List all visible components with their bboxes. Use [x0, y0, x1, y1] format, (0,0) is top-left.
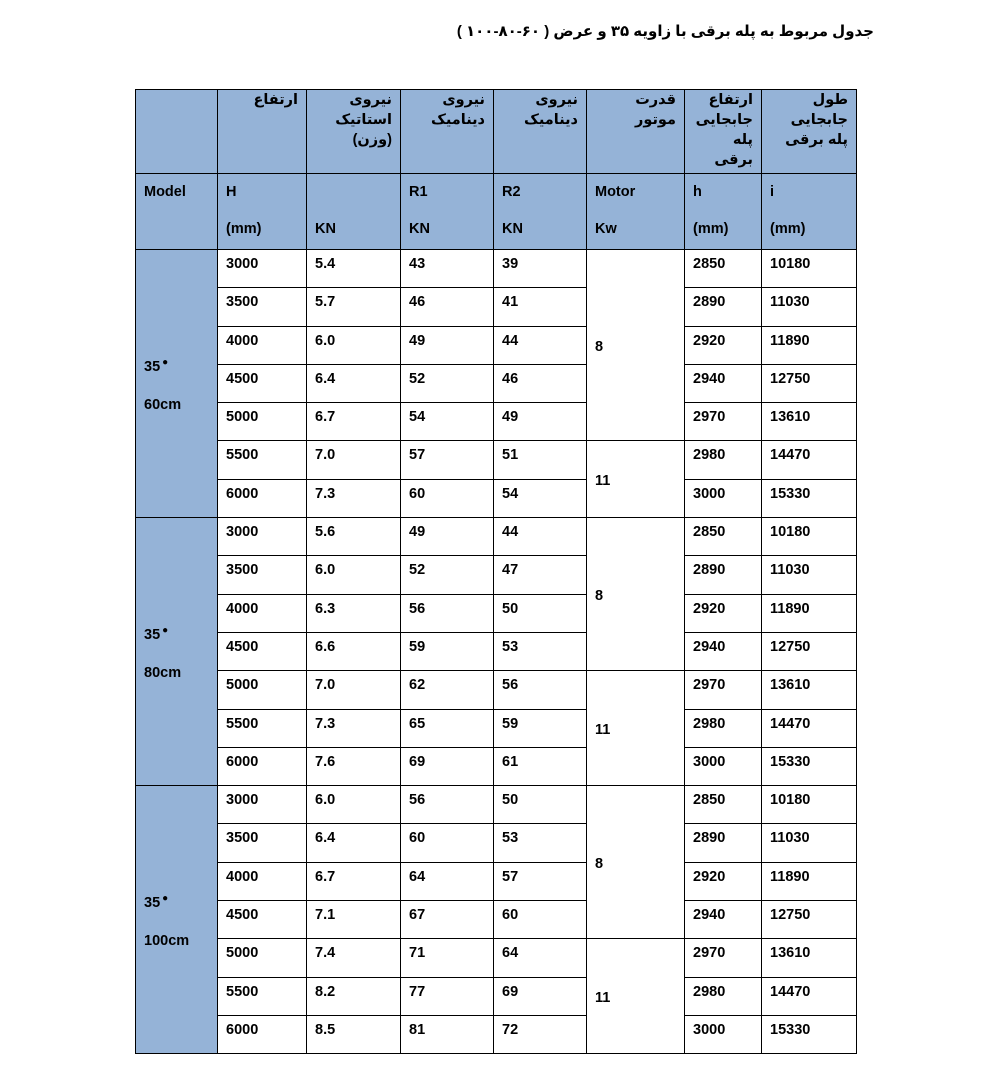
- cell-dynamic-r2: 50: [494, 594, 587, 632]
- cell-dynamic-r2: 44: [494, 518, 587, 556]
- cell-rise-h: 2940: [685, 364, 762, 402]
- cell-height-H: 4500: [218, 364, 307, 402]
- cell-length-i: 10180: [762, 786, 857, 824]
- cell-static-force: 7.0: [307, 671, 401, 709]
- cell-static-force: 5.6: [307, 518, 401, 556]
- table-row: [136, 824, 857, 862]
- cell-height-H: 5000: [218, 403, 307, 441]
- escalator-spec-table: [135, 89, 857, 1054]
- table-row: [136, 364, 857, 402]
- cell-length-i: 10180: [762, 250, 857, 288]
- cell-rise-h: 2920: [685, 862, 762, 900]
- table-row: [136, 326, 857, 364]
- cell-height-H: 3000: [218, 786, 307, 824]
- cell-length-i: 11030: [762, 288, 857, 326]
- cell-dynamic-r1: 65: [401, 709, 494, 747]
- model-angle: 35: [144, 358, 161, 375]
- cell-dynamic-r2: 72: [494, 1015, 587, 1053]
- cell-dynamic-r2: 44: [494, 326, 587, 364]
- cell-dynamic-r1: 69: [401, 747, 494, 785]
- cell-static-force: 5.4: [307, 250, 401, 288]
- header-en-cell: H (mm): [218, 174, 307, 250]
- cell-motor-power: 8: [587, 786, 685, 939]
- header-en-cell: i (mm): [762, 174, 857, 250]
- cell-height-H: 5500: [218, 709, 307, 747]
- cell-dynamic-r2: 57: [494, 862, 587, 900]
- cell-motor-power: 8: [587, 518, 685, 671]
- table-row: [136, 1015, 857, 1053]
- cell-height-H: 3500: [218, 288, 307, 326]
- cell-static-force: 7.6: [307, 747, 401, 785]
- cell-dynamic-r2: 50: [494, 786, 587, 824]
- cell-static-force: 6.4: [307, 364, 401, 402]
- cell-motor-power: 11: [587, 671, 685, 786]
- cell-length-i: 14470: [762, 977, 857, 1015]
- cell-dynamic-r2: 60: [494, 901, 587, 939]
- header-fa-cell: طول جابجایی پله برقی: [762, 90, 857, 174]
- table-row: [136, 977, 857, 1015]
- cell-static-force: 6.3: [307, 594, 401, 632]
- cell-length-i: 14470: [762, 441, 857, 479]
- cell-dynamic-r2: 59: [494, 709, 587, 747]
- header-en-cell: h (mm): [685, 174, 762, 250]
- cell-height-H: 4000: [218, 862, 307, 900]
- cell-rise-h: 2890: [685, 288, 762, 326]
- cell-dynamic-r1: 57: [401, 441, 494, 479]
- model-width: 80cm: [144, 664, 182, 681]
- table-row: [136, 479, 857, 517]
- table-row: [136, 518, 857, 556]
- model-width: 60cm: [144, 396, 182, 413]
- cell-length-i: 13610: [762, 939, 857, 977]
- cell-rise-h: 3000: [685, 479, 762, 517]
- header-en-cell: Motor Kw: [587, 174, 685, 250]
- header-en-cell: R1 KN: [401, 174, 494, 250]
- cell-rise-h: 2940: [685, 632, 762, 670]
- degree-icon: ●: [162, 892, 169, 904]
- cell-static-force: 6.6: [307, 632, 401, 670]
- degree-icon: ●: [162, 624, 169, 636]
- header-fa-cell: نیروی دینامیک: [494, 90, 587, 174]
- cell-static-force: 6.0: [307, 786, 401, 824]
- table-row: [136, 862, 857, 900]
- cell-dynamic-r1: 60: [401, 824, 494, 862]
- cell-height-H: 5500: [218, 977, 307, 1015]
- table-row: [136, 556, 857, 594]
- table-row: [136, 632, 857, 670]
- header-fa-cell: [136, 90, 218, 174]
- cell-dynamic-r1: 43: [401, 250, 494, 288]
- model-cell: [136, 518, 218, 786]
- cell-dynamic-r1: 52: [401, 556, 494, 594]
- model-angle: 35: [144, 894, 161, 911]
- cell-rise-h: 2890: [685, 824, 762, 862]
- cell-rise-h: 3000: [685, 1015, 762, 1053]
- cell-dynamic-r1: 60: [401, 479, 494, 517]
- cell-dynamic-r2: 69: [494, 977, 587, 1015]
- cell-static-force: 7.1: [307, 901, 401, 939]
- cell-rise-h: 2890: [685, 556, 762, 594]
- cell-dynamic-r2: 41: [494, 288, 587, 326]
- cell-dynamic-r2: 39: [494, 250, 587, 288]
- cell-dynamic-r2: 53: [494, 632, 587, 670]
- cell-rise-h: 3000: [685, 747, 762, 785]
- cell-length-i: 15330: [762, 479, 857, 517]
- table-row: [136, 594, 857, 632]
- header-fa-cell: ارتفاع جابجایی پله برقی: [685, 90, 762, 174]
- cell-dynamic-r2: 47: [494, 556, 587, 594]
- cell-static-force: 7.4: [307, 939, 401, 977]
- cell-length-i: 12750: [762, 364, 857, 402]
- header-fa-cell: نیروی استاتیک (وزن): [307, 90, 401, 174]
- cell-rise-h: 2920: [685, 594, 762, 632]
- table-row: [136, 671, 857, 709]
- page-title: جدول مربوط به پله برقی با زاویه ۳۵ و عرض ( ۶۰-۸۰-۱۰۰ ): [456, 23, 874, 40]
- cell-length-i: 11890: [762, 862, 857, 900]
- cell-rise-h: 2980: [685, 709, 762, 747]
- cell-dynamic-r1: 67: [401, 901, 494, 939]
- cell-dynamic-r1: 56: [401, 786, 494, 824]
- cell-dynamic-r1: 52: [401, 364, 494, 402]
- cell-dynamic-r2: 56: [494, 671, 587, 709]
- header-fa-cell: ارتفاع: [218, 90, 307, 174]
- table-row: [136, 747, 857, 785]
- cell-static-force: 5.7: [307, 288, 401, 326]
- cell-dynamic-r2: 46: [494, 364, 587, 402]
- table-row: [136, 709, 857, 747]
- header-en-cell: KN: [307, 174, 401, 250]
- model-cell: [136, 250, 218, 518]
- cell-static-force: 6.7: [307, 403, 401, 441]
- cell-length-i: 11030: [762, 824, 857, 862]
- header-en-cell: R2 KN: [494, 174, 587, 250]
- header-fa-cell: قدرت موتور: [587, 90, 685, 174]
- cell-rise-h: 2940: [685, 901, 762, 939]
- cell-length-i: 13610: [762, 403, 857, 441]
- cell-length-i: 12750: [762, 632, 857, 670]
- cell-height-H: 6000: [218, 747, 307, 785]
- degree-icon: ●: [162, 356, 169, 368]
- cell-dynamic-r2: 53: [494, 824, 587, 862]
- cell-dynamic-r1: 54: [401, 403, 494, 441]
- cell-dynamic-r1: 71: [401, 939, 494, 977]
- cell-dynamic-r1: 49: [401, 518, 494, 556]
- cell-length-i: 11890: [762, 594, 857, 632]
- cell-dynamic-r2: 49: [494, 403, 587, 441]
- cell-static-force: 6.0: [307, 556, 401, 594]
- cell-rise-h: 2850: [685, 250, 762, 288]
- header-row-persian: [136, 90, 857, 174]
- cell-dynamic-r1: 62: [401, 671, 494, 709]
- table-row: [136, 901, 857, 939]
- cell-motor-power: 11: [587, 939, 685, 1054]
- cell-static-force: 7.3: [307, 479, 401, 517]
- table-row: [136, 403, 857, 441]
- cell-height-H: 4000: [218, 594, 307, 632]
- header-row-english: [136, 174, 857, 250]
- cell-dynamic-r2: 54: [494, 479, 587, 517]
- cell-static-force: 7.3: [307, 709, 401, 747]
- cell-dynamic-r1: 46: [401, 288, 494, 326]
- header-en-cell: Model: [136, 174, 218, 250]
- cell-height-H: 5000: [218, 939, 307, 977]
- cell-length-i: 11030: [762, 556, 857, 594]
- cell-dynamic-r1: 49: [401, 326, 494, 364]
- cell-rise-h: 2970: [685, 671, 762, 709]
- cell-dynamic-r2: 61: [494, 747, 587, 785]
- cell-static-force: 6.7: [307, 862, 401, 900]
- cell-length-i: 13610: [762, 671, 857, 709]
- cell-dynamic-r1: 64: [401, 862, 494, 900]
- cell-height-H: 3000: [218, 250, 307, 288]
- cell-rise-h: 2980: [685, 977, 762, 1015]
- table-row: [136, 939, 857, 977]
- cell-static-force: 7.0: [307, 441, 401, 479]
- cell-motor-power: 8: [587, 250, 685, 441]
- cell-height-H: 4000: [218, 326, 307, 364]
- table-row: [136, 288, 857, 326]
- cell-rise-h: 2970: [685, 939, 762, 977]
- cell-static-force: 8.5: [307, 1015, 401, 1053]
- table-row: [136, 250, 857, 288]
- cell-dynamic-r1: 56: [401, 594, 494, 632]
- header-fa-cell: نیروی دینامیک: [401, 90, 494, 174]
- table-row: [136, 441, 857, 479]
- cell-height-H: 5000: [218, 671, 307, 709]
- cell-length-i: 15330: [762, 1015, 857, 1053]
- cell-length-i: 15330: [762, 747, 857, 785]
- cell-length-i: 12750: [762, 901, 857, 939]
- cell-motor-power: 11: [587, 441, 685, 518]
- cell-length-i: 14470: [762, 709, 857, 747]
- cell-height-H: 6000: [218, 479, 307, 517]
- cell-rise-h: 2850: [685, 786, 762, 824]
- cell-height-H: 5500: [218, 441, 307, 479]
- cell-rise-h: 2920: [685, 326, 762, 364]
- table-row: [136, 786, 857, 824]
- cell-static-force: 6.0: [307, 326, 401, 364]
- cell-static-force: 8.2: [307, 977, 401, 1015]
- cell-dynamic-r2: 51: [494, 441, 587, 479]
- cell-height-H: 3000: [218, 518, 307, 556]
- model-cell: [136, 786, 218, 1054]
- model-width: 100cm: [144, 932, 190, 949]
- cell-height-H: 6000: [218, 1015, 307, 1053]
- cell-height-H: 4500: [218, 901, 307, 939]
- cell-length-i: 11890: [762, 326, 857, 364]
- cell-dynamic-r1: 77: [401, 977, 494, 1015]
- cell-rise-h: 2850: [685, 518, 762, 556]
- cell-height-H: 3500: [218, 824, 307, 862]
- cell-height-H: 4500: [218, 632, 307, 670]
- cell-dynamic-r1: 59: [401, 632, 494, 670]
- cell-rise-h: 2970: [685, 403, 762, 441]
- model-angle: 35: [144, 626, 161, 643]
- cell-static-force: 6.4: [307, 824, 401, 862]
- cell-length-i: 10180: [762, 518, 857, 556]
- cell-rise-h: 2980: [685, 441, 762, 479]
- cell-dynamic-r2: 64: [494, 939, 587, 977]
- cell-height-H: 3500: [218, 556, 307, 594]
- cell-dynamic-r1: 81: [401, 1015, 494, 1053]
